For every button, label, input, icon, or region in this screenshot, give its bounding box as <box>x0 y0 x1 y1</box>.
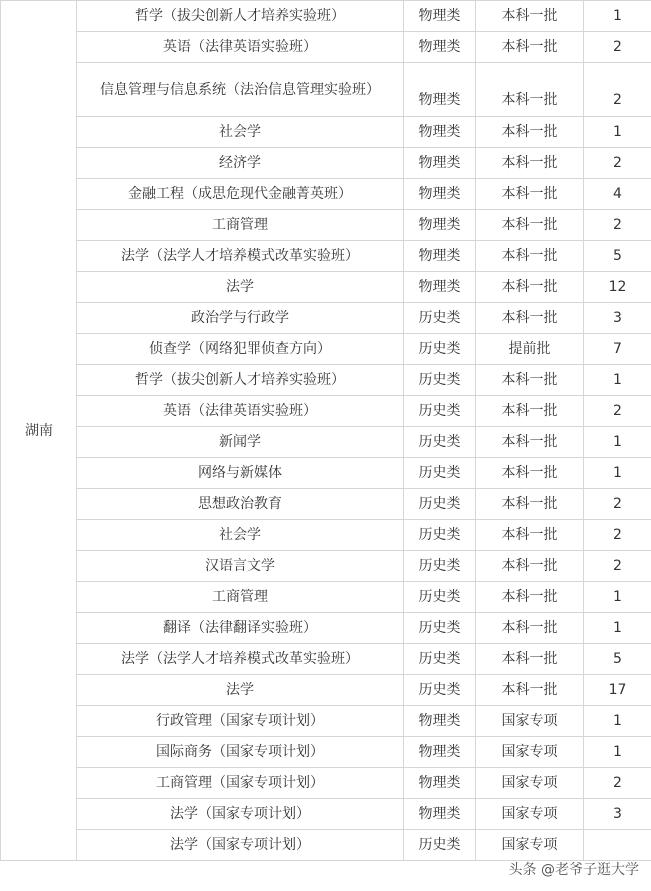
category-cell: 物理类 <box>404 799 476 830</box>
major-cell: 工商管理 <box>77 210 404 241</box>
count-cell: 1 <box>584 365 651 396</box>
batch-cell: 提前批 <box>476 334 584 365</box>
major-cell: 信息管理与信息系统（法治信息管理实验班） <box>77 63 404 117</box>
batch-cell: 国家专项 <box>476 706 584 737</box>
major-cell: 工商管理（国家专项计划） <box>77 768 404 799</box>
count-cell: 1 <box>584 458 651 489</box>
table-row <box>1 365 651 396</box>
count-cell: 1 <box>584 582 651 613</box>
batch-cell: 本科一批 <box>476 117 584 148</box>
table-row <box>1 303 651 334</box>
table-row <box>1 427 651 458</box>
major-cell: 英语（法律英语实验班） <box>77 396 404 427</box>
batch-cell: 本科一批 <box>476 148 584 179</box>
table-row <box>1 768 651 799</box>
major-cell: 侦查学（网络犯罪侦查方向） <box>77 334 404 365</box>
table-row <box>1 63 651 117</box>
table-row <box>1 644 651 675</box>
count-cell: 2 <box>584 489 651 520</box>
major-cell: 法学（国家专项计划） <box>77 830 404 861</box>
batch-cell: 本科一批 <box>476 427 584 458</box>
count-cell: 1 <box>584 737 651 768</box>
batch-cell: 本科一批 <box>476 272 584 303</box>
category-cell: 历史类 <box>404 489 476 520</box>
category-cell: 历史类 <box>404 365 476 396</box>
table-row <box>1 613 651 644</box>
major-cell: 社会学 <box>77 117 404 148</box>
category-cell: 物理类 <box>404 1 476 32</box>
count-cell: 2 <box>584 396 651 427</box>
count-cell: 2 <box>584 520 651 551</box>
batch-cell: 本科一批 <box>476 613 584 644</box>
category-cell: 历史类 <box>404 675 476 706</box>
table-row <box>1 458 651 489</box>
category-cell: 物理类 <box>404 179 476 210</box>
major-cell: 法学（法学人才培养模式改革实验班） <box>77 644 404 675</box>
table-row <box>1 272 651 303</box>
major-cell: 政治学与行政学 <box>77 303 404 334</box>
category-cell: 历史类 <box>404 303 476 334</box>
batch-cell: 本科一批 <box>476 241 584 272</box>
category-cell: 历史类 <box>404 458 476 489</box>
major-cell: 哲学（拔尖创新人才培养实验班） <box>77 1 404 32</box>
table-row <box>1 706 651 737</box>
batch-cell: 本科一批 <box>476 644 584 675</box>
category-cell: 历史类 <box>404 396 476 427</box>
table-row <box>1 396 651 427</box>
batch-cell: 本科一批 <box>476 303 584 334</box>
table-row <box>1 799 651 830</box>
table-row <box>1 1 651 32</box>
category-cell: 历史类 <box>404 427 476 458</box>
count-cell: 1 <box>584 613 651 644</box>
count-cell: 2 <box>584 551 651 582</box>
count-cell: 1 <box>584 1 651 32</box>
major-cell: 翻译（法律翻译实验班） <box>77 613 404 644</box>
batch-cell: 本科一批 <box>476 582 584 613</box>
category-cell: 物理类 <box>404 117 476 148</box>
category-cell: 物理类 <box>404 148 476 179</box>
batch-cell: 本科一批 <box>476 489 584 520</box>
count-cell: 3 <box>584 303 651 334</box>
major-cell: 法学（法学人才培养模式改革实验班） <box>77 241 404 272</box>
count-cell: 5 <box>584 241 651 272</box>
count-cell: 12 <box>584 272 651 303</box>
category-cell: 历史类 <box>404 582 476 613</box>
count-cell: 3 <box>584 799 651 830</box>
count-cell: 2 <box>584 210 651 241</box>
count-cell <box>584 830 651 861</box>
count-cell: 4 <box>584 179 651 210</box>
major-cell: 网络与新媒体 <box>77 458 404 489</box>
count-cell: 7 <box>584 334 651 365</box>
table-row <box>1 737 651 768</box>
count-cell: 17 <box>584 675 651 706</box>
count-cell: 1 <box>584 706 651 737</box>
batch-cell: 本科一批 <box>476 675 584 706</box>
batch-cell: 本科一批 <box>476 396 584 427</box>
major-cell: 工商管理 <box>77 582 404 613</box>
table-row <box>1 148 651 179</box>
major-cell: 法学 <box>77 675 404 706</box>
category-cell: 物理类 <box>404 737 476 768</box>
table-row <box>1 675 651 706</box>
table-row <box>1 551 651 582</box>
batch-cell: 本科一批 <box>476 63 584 117</box>
category-cell: 历史类 <box>404 520 476 551</box>
batch-cell: 国家专项 <box>476 799 584 830</box>
major-cell: 英语（法律英语实验班） <box>77 32 404 63</box>
category-cell: 物理类 <box>404 272 476 303</box>
category-cell: 物理类 <box>404 768 476 799</box>
batch-cell: 本科一批 <box>476 32 584 63</box>
table-row <box>1 32 651 63</box>
table-row <box>1 334 651 365</box>
count-cell: 1 <box>584 427 651 458</box>
batch-cell: 本科一批 <box>476 458 584 489</box>
major-cell: 法学 <box>77 272 404 303</box>
watermark <box>509 859 639 879</box>
table-body <box>1 1 651 861</box>
major-cell: 思想政治教育 <box>77 489 404 520</box>
category-cell: 物理类 <box>404 210 476 241</box>
count-cell: 5 <box>584 644 651 675</box>
category-cell: 历史类 <box>404 334 476 365</box>
category-cell: 历史类 <box>404 830 476 861</box>
table-row <box>1 210 651 241</box>
category-cell: 历史类 <box>404 551 476 582</box>
category-cell: 物理类 <box>404 241 476 272</box>
batch-cell: 本科一批 <box>476 179 584 210</box>
batch-cell: 本科一批 <box>476 520 584 551</box>
count-cell: 1 <box>584 117 651 148</box>
table-row <box>1 489 651 520</box>
batch-cell: 本科一批 <box>476 551 584 582</box>
batch-cell: 本科一批 <box>476 365 584 396</box>
count-cell: 2 <box>584 32 651 63</box>
category-cell: 物理类 <box>404 706 476 737</box>
count-cell: 2 <box>584 768 651 799</box>
table-row <box>1 179 651 210</box>
major-cell: 国际商务（国家专项计划） <box>77 737 404 768</box>
major-cell: 经济学 <box>77 148 404 179</box>
table-row <box>1 582 651 613</box>
table-row <box>1 520 651 551</box>
count-cell: 2 <box>584 148 651 179</box>
province-cell: 湖南 <box>1 1 77 861</box>
batch-cell: 国家专项 <box>476 737 584 768</box>
major-cell: 法学（国家专项计划） <box>77 799 404 830</box>
major-cell: 金融工程（成思危现代金融菁英班） <box>77 179 404 210</box>
batch-cell: 本科一批 <box>476 210 584 241</box>
category-cell: 历史类 <box>404 644 476 675</box>
table-row <box>1 830 651 861</box>
batch-cell: 国家专项 <box>476 830 584 861</box>
table-row <box>1 241 651 272</box>
batch-cell: 国家专项 <box>476 768 584 799</box>
category-cell: 物理类 <box>404 32 476 63</box>
category-cell: 物理类 <box>404 63 476 117</box>
major-cell: 哲学（拔尖创新人才培养实验班） <box>77 365 404 396</box>
major-cell: 新闻学 <box>77 427 404 458</box>
table-row <box>1 117 651 148</box>
major-cell: 行政管理（国家专项计划） <box>77 706 404 737</box>
watermark-text: 头条 @老爷子逛大学 <box>508 862 639 878</box>
count-cell: 2 <box>584 63 651 117</box>
major-cell: 社会学 <box>77 520 404 551</box>
major-cell: 汉语言文学 <box>77 551 404 582</box>
batch-cell: 本科一批 <box>476 1 584 32</box>
category-cell: 历史类 <box>404 613 476 644</box>
